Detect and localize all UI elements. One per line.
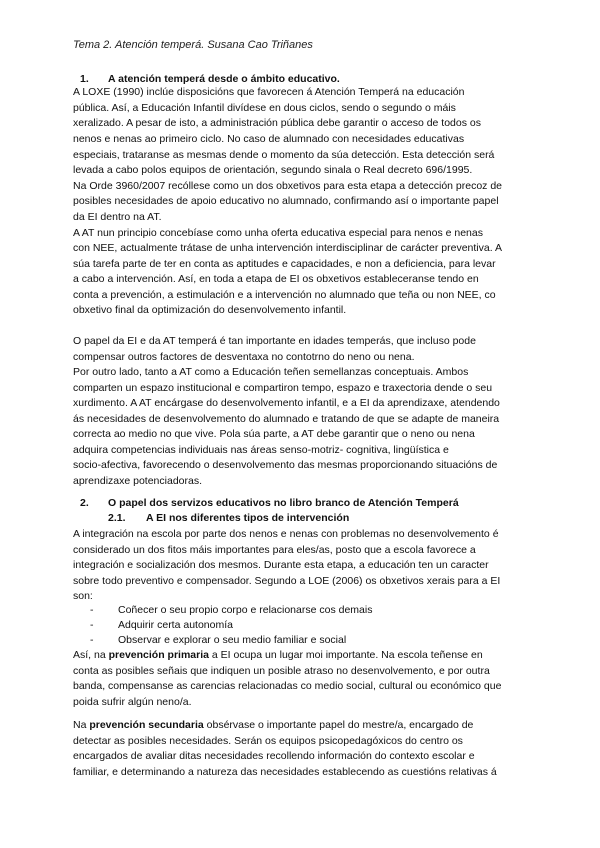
paragraph-line: familiar, e determinando a natureza das necesidades establecendo as cuestións relativas á [73,766,497,778]
paragraph-line: O papel da EI e da AT temperá é tan importante en idades temperás, que incluso pode [73,335,476,347]
paragraph-line: encargados de avaliar ditas necesidades recollendo información do contexto escolar e [73,750,475,762]
paragraph-line: conta as posibles señais que indiquen un posible atraso no desenvolvemento, e por outra [73,665,490,677]
list-item-text: Coñecer o seu propio corpo e relacionarse cos demais [118,604,373,616]
bullet-marker: - [90,634,94,646]
list-item-text: Adquirir certa autonomía [118,619,233,631]
bullet-marker: - [90,604,94,616]
paragraph-line: obxetivo final da optimización do desenvolvemento infantil. [73,304,347,316]
paragraph-line [73,648,483,662]
list-item [90,618,233,632]
paragraph-line: con NEE, actualmente trátase de unha intervención interdisciplinar de carácter preventiva. A [73,242,502,254]
subsection-2-1-number: 2.1. [108,512,126,524]
paragraph-line: xeralizado. A pesar de isto, a administración pública debe garantir o acceso de todos os [73,117,481,129]
paragraph-line: Na Orde 3960/2007 recóllese como un dos obxetivos para esta etapa a detección precoz de [73,180,503,192]
paragraph-line: comparten un espazo institucional e compartiron tempo, espazo e traxectoria dende o seu [73,382,493,394]
term-prevencion-secundaria: prevención secundaria [89,719,204,731]
paragraph-line: especiais, trataranse as mesmas dende o momento da súa detección. Esta detección será [73,149,495,161]
bullet-marker: - [90,619,94,631]
paragraph-line: correcta ao medio no que vive. Pola súa parte, a AT debe garantir que o neno ou nena [73,428,475,440]
paragraph-line: integración e socialización dos mesmos. Durante esta etapa, a educación ten un caracter [73,559,489,571]
paragraph-line: detectar as posibles necesidades. Serán os equipos psicopedagóxicos do centro os [73,735,463,747]
list-item [90,603,372,617]
section-1-number: 1. [80,73,89,85]
paragraph-line: súa tarefa parte de ter en conta as aptitudes e capacidades, e non a deficiencia, para levar [73,258,496,270]
list-item [90,633,346,647]
paragraph-line: adquira competencias individuais nas áreas senso-motriz- cognitiva, lingüística e [73,444,449,456]
paragraph-line: pública. Así, a Educación Infantil divídese en dous ciclos, sendo o segundo o máis [73,102,456,114]
paragraph-line: Por outro lado, tanto a AT como a Educación teñen semellanzas conceptuais. Ambos [73,366,469,378]
section-1-heading [80,72,340,86]
paragraph-line: A AT nun principio concebíase como unha oferta educativa especial para nenos e nenas [73,227,483,239]
term-prevencion-primaria: prevención primaria [108,649,209,661]
section-1-title: A atención temperá desde o ámbito educativo. [108,73,340,85]
paragraph-line: aprendizaxe potenciadoras. [73,475,203,487]
paragraph-line: banda, compensanse as carencias relacionadas co medio social, cultural ou económico que [73,680,502,692]
paragraph-line: ás necesidades de desenvolvemento do alumnado e tratando de que se adapte de maneira [73,413,500,425]
paragraph-line: socio-afectiva, favorecendo o desenvolvemento das mesmas proporcionando situacións de [73,459,498,471]
section-2-number: 2. [80,497,89,509]
paragraph-line: posibles necesidades de apoio educativo no alumnado, confirmando así o importante papel [73,195,499,207]
paragraph-line: A integración na escola por parte dos nenos e nenas con problemas no desenvolvemento é [73,528,499,540]
paragraph-line: levada a cabo polos equipos de orientación, segundo sinala o Real decreto 696/1995. [73,164,473,176]
paragraph-line: considerado un dos fitos máis importantes para eles/as, posto que a escola favorece a [73,544,476,556]
paragraph-line [73,718,473,732]
section-2-heading [80,496,459,510]
subsection-2-1-title: A EI nos diferentes tipos de intervención [146,512,350,524]
text-run: obsérvase o importante papel do mestre/a, encargado de [203,719,474,731]
text-run: Así, na [73,649,109,661]
paragraph-line: compensar outros factores de desventaxa no contotrno do neno ou nena. [73,351,415,363]
page-header: Tema 2. Atención temperá. Susana Cao Triñanes [73,39,313,51]
paragraph-line: xurdimento. A AT encárgase do desenvolvemento infantil, e a EI da aprendizaxe, atendendo [73,397,500,409]
paragraph-line: sobre todo preventivo e compensador. Segundo a LOE (2006) os obxetivos xerais para a EI [73,575,501,587]
paragraph-line: a cabo a intervención. Así, en toda a etapa de EI os obxetivos estableceranse tendo en [73,273,479,285]
paragraph-line: poida sufrir algún neno/a. [73,696,192,708]
paragraph-line: A LOXE (1990) inclúe disposicións que favorecen á Atención Temperá na educación [73,86,465,98]
paragraph-line: da EI dentro na AT. [73,211,162,223]
text-run: Na [73,719,90,731]
section-2-title: O papel dos servizos educativos no libro branco de Atención Temperá [108,497,459,509]
subsection-2-1-heading [108,511,349,525]
paragraph-line: son: [73,590,93,602]
text-run: a EI ocupa un lugar moi importante. Na escola teñense en [208,649,483,661]
list-item-text: Observar e explorar o seu medio familiar e social [118,634,347,646]
paragraph-line: nenos e nenas ao primeiro ciclo. No caso de alumnado con necesidades educativas [73,133,465,145]
paragraph-line: conta a prevención, a estimulación e a intervención no alumnado que teña ou non NEE, co [73,289,496,301]
